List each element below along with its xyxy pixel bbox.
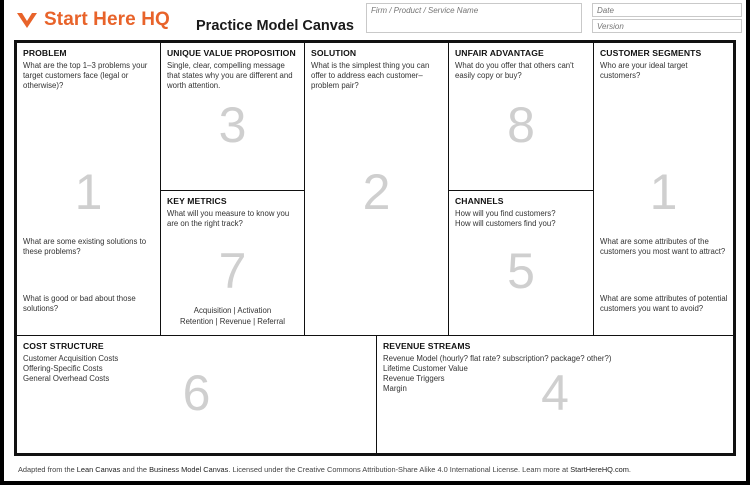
revenue-streams-line-2: Lifetime Customer Value <box>383 363 468 373</box>
business-model-canvas-link[interactable]: Business Model Canvas <box>149 465 229 474</box>
solution-block[interactable] <box>304 42 449 336</box>
starthere-link[interactable]: StartHereHQ.com <box>570 465 629 474</box>
brand-logo[interactable] <box>16 7 170 33</box>
customer-segments-prompt: Who are your ideal target customers? <box>600 61 688 80</box>
revenue-streams-line-3: Revenue Triggers <box>383 373 445 383</box>
version-input[interactable] <box>597 22 737 31</box>
customer-segments-prompt-2: What are some attributes of the customers you most want to attract? <box>600 237 726 256</box>
channels-title: CHANNELS <box>455 196 504 206</box>
key-metrics-line-1: Acquisition | Activation <box>193 306 272 315</box>
unfair-advantage-prompt: What do you offer that others can't easily copy or buy? <box>455 61 574 80</box>
problem-prompt: What are the top 1–3 problems your target customers face (legal or otherwise)? <box>23 61 148 90</box>
problem-prompt-2: What are some existing solutions to these problems? <box>23 237 147 256</box>
unfair-advantage-title: UNFAIR ADVANTAGE <box>455 48 544 58</box>
lean-canvas-link[interactable]: Lean Canvas <box>76 465 121 474</box>
problem-title: PROBLEM <box>23 48 67 58</box>
uvp-title: UNIQUE VALUE PROPOSITION <box>167 48 296 58</box>
customer-segments-number: 1 <box>649 164 678 220</box>
revenue-streams-line-4: Margin <box>383 383 407 393</box>
revenue-streams-number: 4 <box>541 365 569 421</box>
version-field[interactable] <box>592 19 742 33</box>
cost-structure-line-2: Offering-Specific Costs <box>23 363 103 373</box>
unfair-advantage-block[interactable] <box>448 42 594 191</box>
customer-segments-prompt-3: What are some attributes of potential customers you want to avoid? <box>600 294 728 313</box>
problem-number: 1 <box>74 164 103 220</box>
key-metrics-line-2: Retention | Revenue | Referral <box>179 317 286 326</box>
cost-structure-line-1: Customer Acquisition Costs <box>23 354 119 363</box>
solution-title: SOLUTION <box>311 48 357 58</box>
footer-text-pre: Adapted from the <box>18 465 77 474</box>
problem-prompt-3: What is good or bad about those solutions? <box>23 294 136 313</box>
date-input[interactable] <box>597 6 737 15</box>
key-metrics-block[interactable] <box>160 190 305 336</box>
channels-number: 5 <box>507 243 535 299</box>
footer-text-mid-1: and the <box>120 465 150 474</box>
cost-structure-block[interactable] <box>16 335 377 454</box>
firm-name-field[interactable] <box>366 3 582 33</box>
solution-number: 2 <box>362 164 391 220</box>
footer-text-mid-2: . Licensed under the Creative Commons Attribution-Share Alike 4.0 International License. Learn more at <box>228 465 571 474</box>
cost-structure-title: COST STRUCTURE <box>23 341 104 351</box>
chevron-logo-icon <box>16 9 38 31</box>
uvp-prompt: Single, clear, compelling message that states why you are different and worth attention. <box>167 61 293 90</box>
canvas-grid <box>14 40 736 456</box>
customer-segments-title: CUSTOMER SEGMENTS <box>600 48 702 58</box>
uvp-number: 3 <box>218 97 247 153</box>
uvp-block[interactable] <box>160 42 305 191</box>
firm-name-input[interactable] <box>371 6 577 15</box>
cost-structure-line-3: General Overhead Costs <box>23 373 110 383</box>
channels-block[interactable] <box>448 190 594 336</box>
revenue-streams-line-1: Revenue Model (hourly? flat rate? subscription? package? other?) <box>383 354 612 363</box>
license-footer <box>18 465 631 474</box>
brand-name: Start Here HQ <box>44 9 170 30</box>
solution-prompt: What is the simplest thing you can offer to address each customer–problem pair? <box>311 61 430 90</box>
footer-text-post: . <box>628 465 631 474</box>
key-metrics-title: KEY METRICS <box>167 196 227 206</box>
canvas-sheet <box>4 0 746 481</box>
customer-segments-block[interactable] <box>593 42 734 336</box>
revenue-streams-title: REVENUE STREAMS <box>383 341 471 351</box>
channels-prompt-b: How will customers find you? <box>455 218 556 228</box>
unfair-advantage-number: 8 <box>507 97 535 153</box>
page-title: Practice Model Canvas <box>196 18 354 34</box>
key-metrics-number: 7 <box>218 243 247 299</box>
problem-block[interactable] <box>16 42 161 336</box>
revenue-streams-block[interactable] <box>376 335 734 454</box>
date-field[interactable] <box>592 3 742 17</box>
key-metrics-prompt: What will you measure to know you are on the right track? <box>167 209 290 228</box>
channels-prompt: How will you find customers? <box>455 209 556 218</box>
cost-structure-number: 6 <box>182 365 211 421</box>
